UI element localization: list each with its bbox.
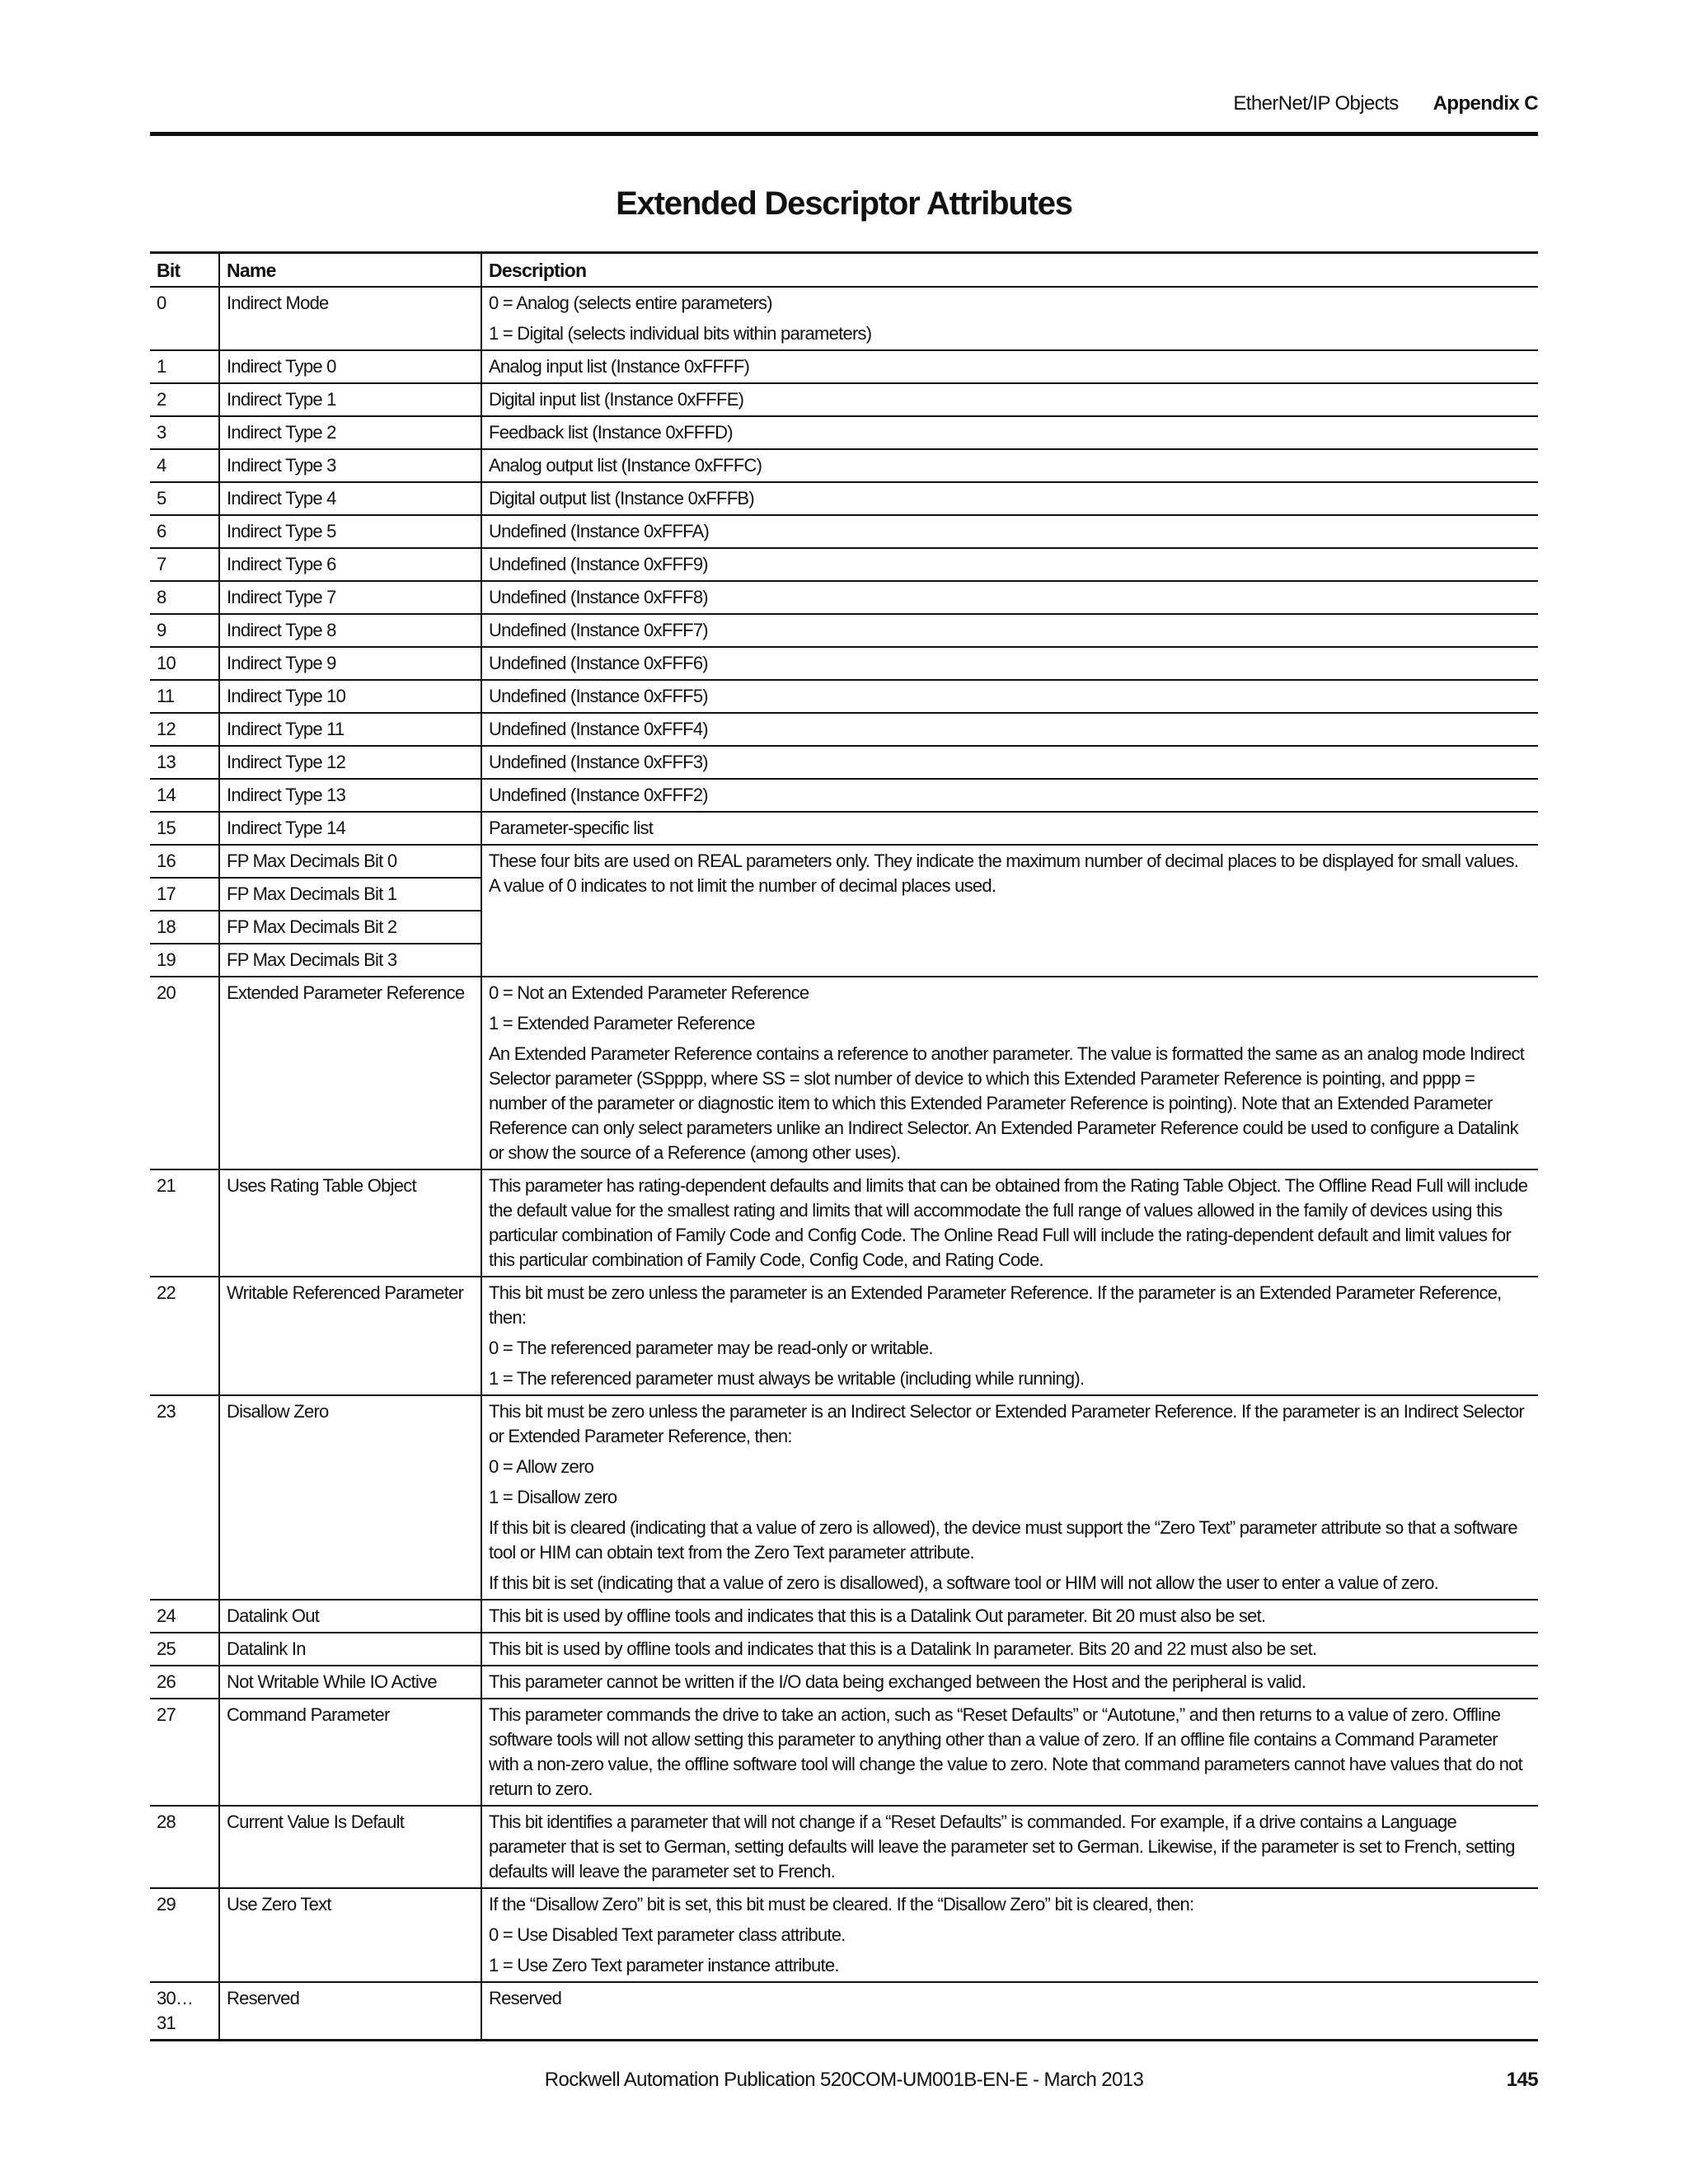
description-cell (481, 515, 1538, 548)
description-cell (481, 449, 1538, 482)
table-row (150, 383, 1538, 416)
table-row (150, 845, 1538, 878)
bit-cell: 6 (150, 515, 219, 548)
table-row (150, 416, 1538, 449)
bit-cell: 22 (150, 1277, 219, 1395)
description-cell (481, 548, 1538, 581)
bit-cell: 9 (150, 614, 219, 647)
name-cell: Writable Referenced Parameter (219, 1277, 481, 1395)
bit-cell: 7 (150, 548, 219, 581)
table-row (150, 350, 1538, 383)
description-cell (481, 779, 1538, 812)
description-paragraph: 1 = The referenced parameter must always be writable (including while running). (489, 1368, 1085, 1389)
bit-cell: 15 (150, 812, 219, 845)
description-cell (481, 581, 1538, 614)
description-cell (481, 713, 1538, 746)
name-cell: Indirect Type 5 (219, 515, 481, 548)
description-paragraph: 0 = Not an Extended Parameter Reference (489, 982, 809, 1003)
bit-cell: 13 (150, 746, 219, 779)
description-cell (481, 812, 1538, 845)
description-paragraph: This bit is used by offline tools and indicates that this is a Datalink Out parameter. Bit 20 must also be set. (489, 1605, 1266, 1626)
name-cell: Indirect Type 1 (219, 383, 481, 416)
description-paragraph: Undefined (Instance 0xFFF3) (489, 752, 708, 772)
name-cell: Datalink In (219, 1633, 481, 1666)
bit-cell: 18 (150, 911, 219, 944)
name-cell: Indirect Mode (219, 287, 481, 350)
bit-cell: 16 (150, 845, 219, 878)
bit-cell: 4 (150, 449, 219, 482)
description-paragraph: This parameter has rating-dependent defaults and limits that can be obtained from the Rating Table Object. The Offline Read Full will include the default value for the smallest rating and limits that will accommodate the full range of values allowed in the family of devices using this particular combination of Family Code and Config Code. The Online Read Full will include the rating-dependent default and limit values for this particular combination of Family Code, Config Code, and Rating Code. (489, 1175, 1528, 1270)
column-header-description: Description (481, 253, 1538, 288)
table-row (150, 1169, 1538, 1277)
description-paragraph: 1 = Digital (selects individual bits within parameters) (489, 323, 872, 344)
bit-cell: 27 (150, 1699, 219, 1806)
header-appendix-label: Appendix C (1432, 92, 1538, 115)
table-row (150, 482, 1538, 515)
name-cell: Indirect Type 11 (219, 713, 481, 746)
description-paragraph: Undefined (Instance 0xFFF7) (489, 620, 708, 640)
table-header-row (150, 253, 1538, 288)
table-row (150, 1633, 1538, 1666)
table-row (150, 812, 1538, 845)
bit-cell: 28 (150, 1806, 219, 1888)
bit-cell: 2 (150, 383, 219, 416)
description-paragraph: This bit identifies a parameter that will not change if a “Reset Defaults” is commanded. For example, if a drive contains a Language parameter that is set to German, setting defaults will leave the parameter set to German. Likewise, if the parameter is set to French, setting defaults will leave the parameter set to French. (489, 1811, 1515, 1882)
description-paragraph: Undefined (Instance 0xFFF2) (489, 785, 708, 805)
bit-cell: 14 (150, 779, 219, 812)
description-cell (481, 1982, 1538, 2041)
table-row (150, 680, 1538, 713)
description-paragraph: An Extended Parameter Reference contains a reference to another parameter. The value is formatted the same as an analog mode Indirect Selector parameter (SSpppp, where SS = slot number of device to which this Extended Parameter Reference is pointing, and pppp = number of the parameter or diagnostic item to which this Extended Parameter Reference is pointing). Note that an Extended Parameter Reference can only select parameters unlike an Indirect Selector. An Extended Parameter Reference could be used to configure a Datalink or show the source of a Reference (among other uses). (489, 1043, 1525, 1163)
name-cell: Indirect Type 13 (219, 779, 481, 812)
bit-cell: 5 (150, 482, 219, 515)
bit-cell: 30…31 (150, 1982, 219, 2041)
description-cell (481, 1600, 1538, 1633)
bit-cell: 24 (150, 1600, 219, 1633)
bit-cell: 1 (150, 350, 219, 383)
description-paragraph: 0 = Analog (selects entire parameters) (489, 293, 772, 313)
table-body (150, 287, 1538, 2041)
description-cell (481, 416, 1538, 449)
table-row (150, 548, 1538, 581)
bit-cell: 20 (150, 977, 219, 1169)
description-cell (481, 647, 1538, 680)
name-cell: Indirect Type 8 (219, 614, 481, 647)
description-paragraph: These four bits are used on REAL parameters only. They indicate the maximum number of decimal places to be displayed for small values. A value of 0 indicates to not limit the number of decimal places used. (489, 851, 1519, 896)
table-row (150, 647, 1538, 680)
description-paragraph: 0 = Allow zero (489, 1456, 594, 1477)
column-header-bit: Bit (150, 253, 219, 288)
name-cell: Indirect Type 12 (219, 746, 481, 779)
bit-cell: 0 (150, 287, 219, 350)
table-row (150, 713, 1538, 746)
name-cell: Indirect Type 2 (219, 416, 481, 449)
description-paragraph: 1 = Use Zero Text parameter instance attribute. (489, 1955, 839, 1975)
table-row (150, 1666, 1538, 1699)
description-cell (481, 680, 1538, 713)
bit-cell: 12 (150, 713, 219, 746)
description-paragraph: Reserved (489, 1988, 562, 2008)
description-paragraph: If the “Disallow Zero” bit is set, this bit must be cleared. If the “Disallow Zero” bit is cleared, then: (489, 1894, 1194, 1915)
description-cell (481, 977, 1538, 1169)
table-row (150, 449, 1538, 482)
description-paragraph: Analog output list (Instance 0xFFFC) (489, 455, 762, 476)
table-row (150, 779, 1538, 812)
name-cell: Indirect Type 7 (219, 581, 481, 614)
extended-descriptor-table (150, 251, 1538, 2041)
name-cell: Indirect Type 6 (219, 548, 481, 581)
description-paragraph: This parameter cannot be written if the I/O data being exchanged between the Host and the peripheral is valid. (489, 1671, 1306, 1692)
description-paragraph: If this bit is cleared (indicating that a value of zero is allowed), the device must support the “Zero Text” parameter attribute so that a software tool or HIM can obtain text from the Zero Text parameter attribute. (489, 1517, 1517, 1563)
description-cell (481, 614, 1538, 647)
description-cell (481, 1888, 1538, 1982)
name-cell: Current Value Is Default (219, 1806, 481, 1888)
table-row (150, 1277, 1538, 1395)
description-cell (481, 350, 1538, 383)
name-cell: Indirect Type 0 (219, 350, 481, 383)
table-row (150, 287, 1538, 350)
description-paragraph: Undefined (Instance 0xFFF5) (489, 686, 708, 706)
page-title: Extended Descriptor Attributes (616, 185, 1072, 222)
description-paragraph: Analog input list (Instance 0xFFFF) (489, 356, 750, 377)
description-cell (481, 845, 1538, 977)
table-row (150, 1395, 1538, 1600)
description-paragraph: Feedback list (Instance 0xFFFD) (489, 422, 733, 443)
name-cell: Indirect Type 3 (219, 449, 481, 482)
name-cell: Use Zero Text (219, 1888, 481, 1982)
description-paragraph: 0 = Use Disabled Text parameter class attribute. (489, 1924, 846, 1945)
description-cell (481, 1633, 1538, 1666)
name-cell: FP Max Decimals Bit 2 (219, 911, 481, 944)
page-header (150, 92, 1538, 125)
description-cell (481, 1666, 1538, 1699)
name-cell: Extended Parameter Reference (219, 977, 481, 1169)
table-row (150, 581, 1538, 614)
description-paragraph: Undefined (Instance 0xFFF9) (489, 554, 708, 574)
bit-cell: 11 (150, 680, 219, 713)
header-rule (150, 132, 1538, 136)
name-cell: FP Max Decimals Bit 1 (219, 878, 481, 911)
bit-cell: 25 (150, 1633, 219, 1666)
description-cell (481, 1395, 1538, 1600)
name-cell: Indirect Type 10 (219, 680, 481, 713)
bit-cell: 3 (150, 416, 219, 449)
description-paragraph: This bit must be zero unless the parameter is an Extended Parameter Reference. If the parameter is an Extended Parameter Reference, then: (489, 1282, 1502, 1328)
description-cell (481, 1699, 1538, 1806)
bit-cell: 17 (150, 878, 219, 911)
name-cell: Indirect Type 14 (219, 812, 481, 845)
description-cell (481, 1277, 1538, 1395)
name-cell: Uses Rating Table Object (219, 1169, 481, 1277)
table-row (150, 746, 1538, 779)
description-paragraph: Undefined (Instance 0xFFFA) (489, 521, 710, 541)
bit-cell: 21 (150, 1169, 219, 1277)
description-paragraph: This parameter commands the drive to take an action, such as “Reset Defaults” or “Autotune,” and then returns to a value of zero. Offline software tools will not allow setting this parameter to anything other than a value of zero. If an offline file contains a Command Parameter with a non-zero value, the offline software tool will change the value to zero. Note that command parameters cannot have values that do not return to zero. (489, 1704, 1523, 1799)
description-paragraph: Parameter-specific list (489, 818, 654, 838)
description-paragraph: 0 = The referenced parameter may be read-only or writable. (489, 1338, 933, 1358)
description-cell (481, 1169, 1538, 1277)
table-row (150, 1600, 1538, 1633)
name-cell: FP Max Decimals Bit 0 (219, 845, 481, 878)
header-section-title: EtherNet/IP Objects (1233, 92, 1399, 115)
description-cell (481, 482, 1538, 515)
description-paragraph: Digital output list (Instance 0xFFFB) (489, 488, 754, 509)
description-paragraph: This bit must be zero unless the parameter is an Indirect Selector or Extended Parameter Reference. If the parameter is an Indirect Selector or Extended Parameter Reference, then: (489, 1401, 1524, 1446)
name-cell: Disallow Zero (219, 1395, 481, 1600)
bit-cell: 10 (150, 647, 219, 680)
table-row (150, 1806, 1538, 1888)
table-row (150, 1888, 1538, 1982)
description-paragraph: Digital input list (Instance 0xFFFE) (489, 389, 744, 410)
footer-publication: Rockwell Automation Publication 520COM-UM001B-EN-E - March 2013 (544, 2069, 1144, 2091)
description-paragraph: If this bit is set (indicating that a value of zero is disallowed), a software tool or HIM will not allow the user to enter a value of zero. (489, 1572, 1439, 1593)
description-cell (481, 383, 1538, 416)
name-cell: Datalink Out (219, 1600, 481, 1633)
table-row (150, 977, 1538, 1169)
table-header (150, 253, 1538, 288)
description-paragraph: This bit is used by offline tools and indicates that this is a Datalink In parameter. Bits 20 and 22 must also be set. (489, 1638, 1317, 1659)
page-number: 145 (1506, 2069, 1538, 2091)
bit-cell: 26 (150, 1666, 219, 1699)
name-cell: Reserved (219, 1982, 481, 2041)
bit-cell: 23 (150, 1395, 219, 1600)
description-paragraph: Undefined (Instance 0xFFF6) (489, 653, 708, 673)
name-cell: Indirect Type 4 (219, 482, 481, 515)
bit-cell: 19 (150, 944, 219, 977)
description-cell (481, 287, 1538, 350)
description-paragraph: 1 = Extended Parameter Reference (489, 1013, 755, 1033)
description-cell (481, 1806, 1538, 1888)
table-row (150, 614, 1538, 647)
description-paragraph: Undefined (Instance 0xFFF8) (489, 587, 708, 607)
description-cell (481, 746, 1538, 779)
name-cell: FP Max Decimals Bit 3 (219, 944, 481, 977)
table-row (150, 1699, 1538, 1806)
name-cell: Indirect Type 9 (219, 647, 481, 680)
bit-cell: 8 (150, 581, 219, 614)
bit-cell: 29 (150, 1888, 219, 1982)
name-cell: Command Parameter (219, 1699, 481, 1806)
table-row (150, 1982, 1538, 2041)
description-paragraph: 1 = Disallow zero (489, 1487, 617, 1507)
column-header-name: Name (219, 253, 481, 288)
description-paragraph: Undefined (Instance 0xFFF4) (489, 719, 708, 739)
name-cell: Not Writable While IO Active (219, 1666, 481, 1699)
table-row (150, 515, 1538, 548)
